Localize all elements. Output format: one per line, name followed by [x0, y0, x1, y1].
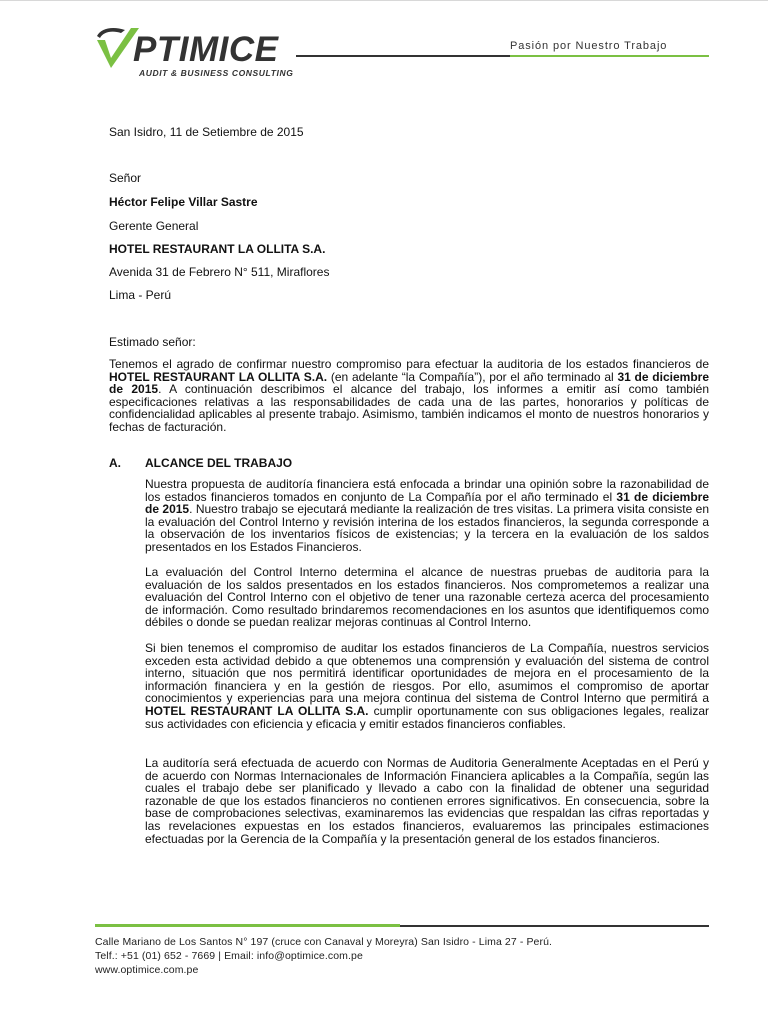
- section-a-paragraph-1: Nuestra propuesta de auditoría financiera está enfocada a brindar una opinión sobre la razonabilidad de los estados financieros tomados en conjunto de La Compañía por el año terminado el 31 de diciembre de 2015. Nuestro trabajo se ejecutará mediante la realización de tres visitas. La primera visita consiste en la evaluación del Control Interno y revisión interina de los estados financieros, la segunda corresponde a la observación de los inventarios físicos de existencias; y la tercera en la evaluación de los saldos presentados en los Estados Financieros.: [145, 477, 709, 554]
- section-a-paragraph-4: La auditoría será efectuada de acuerdo con Normas de Auditoria Generalmente Aceptadas en el Perú y de acuerdo con Normas Internacionales de Información Financiera aplicables a la Compañía, según las cuales el trabajo debe ser planificado y llevado a cabo con la finalidad de obtener una seguridad razonable de que los estados financieros no contienen errores significativos. En consecuencia, sobre la base de comprobaciones selectivas, examinaremos las evidencias que respaldan las cifras reportadas y las revelaciones expuestas en los estados financieros, evaluaremos las principales estimaciones efectuadas por la Gerencia de la Compañía y la presentación general de los estados financieros.: [145, 756, 709, 846]
- letter-date: San Isidro, 11 de Setiembre de 2015: [109, 125, 304, 139]
- intro-paragraph: Tenemos el agrado de confirmar nuestro compromiso para efectuar la auditoria de los estados financieros de HOTEL RESTAURANT LA OLLITA S.A. (en adelante “la Compañía”), por el año terminado al 31 de diciembre de 2015. A continuación describimos el alcance del trabajo, los informes a emitir así como también especificaciones relativas a las responsabilidades de cada una de las partes, honorarios y políticas de confidencialidad aplicables al presente trabajo. Asimismo, también indicamos el monto de nuestros honorarios y fechas de facturación.: [109, 357, 709, 434]
- recipient-position: Gerente General: [109, 219, 199, 233]
- footer-website: www.optimice.com.pe: [95, 964, 199, 976]
- header-rule-green: [510, 55, 709, 57]
- recipient-address: Avenida 31 de Febrero N° 511, Miraflores: [109, 265, 330, 279]
- footer-rule-green: [95, 924, 400, 927]
- logo-wordmark: PTIMICE: [133, 30, 279, 69]
- section-a-paragraph-3: Si bien tenemos el compromiso de auditar los estados financieros de La Compañía, nuestros servicios exceden esta actividad debido a que obtenemos una comprensión y evaluación del sistema de control interno, situación que nos permitirá identificar oportunidades de mejora en el procesamiento de la información financiera y en la gestión de riesgos. Por ello, asumimos el compromiso de aportar conocimientos y experiencias para una mejora continua del sistema de Control Interno que permitirá a HOTEL RESTAURANT LA OLLITA S.A. cumplir oportunamente con sus obligaciones legales, realizar sus actividades con eficiencia y eficacia y emitir estados financieros confiables.: [145, 641, 709, 731]
- greeting: Estimado señor:: [109, 335, 196, 349]
- section-a-paragraph-2: La evaluación del Control Interno determina el alcance de nuestras pruebas de auditoria para la evaluación de los saldos presentados en los estados financieros. Nos comprometemos a realizar una evaluación del Control Interno con el objetivo de tener una razonable certeza acerca del procesamiento de información. Como resultado brindaremos recomendaciones en los asuntos que identifiquemos como débiles o donde se puedan realizar mejoras continuas al Control Interno.: [145, 565, 709, 630]
- footer-rule-dark: [400, 925, 709, 927]
- header-rule-dark: [296, 55, 510, 57]
- recipient-name: Héctor Felipe Villar Sastre: [109, 195, 258, 209]
- slogan: Pasión por Nuestro Trabajo: [510, 40, 668, 52]
- section-a-title: ALCANCE DEL TRABAJO: [145, 456, 293, 470]
- intro-date: 31 de diciembre de 2015: [109, 369, 709, 397]
- salutation-title: Señor: [109, 171, 142, 185]
- recipient-company: HOTEL RESTAURANT LA OLLITA S.A.: [109, 242, 326, 256]
- section-a-letter: A.: [109, 456, 121, 470]
- footer-contact: Telf.: +51 (01) 652 - 7669 | Email: info@optimice.com.pe: [95, 950, 363, 962]
- recipient-city: Lima - Perú: [109, 288, 172, 302]
- intro-company: HOTEL RESTAURANT LA OLLITA S.A.: [109, 369, 328, 384]
- page-top-rule: [0, 0, 768, 1]
- logo-subtitle: AUDIT & BUSINESS CONSULTING: [139, 68, 294, 78]
- footer-address: Calle Mariano de Los Santos N° 197 (cruce con Canaval y Moreyra) San Isidro - Lima 27 - Perú.: [95, 936, 553, 948]
- company-logo: [95, 24, 295, 80]
